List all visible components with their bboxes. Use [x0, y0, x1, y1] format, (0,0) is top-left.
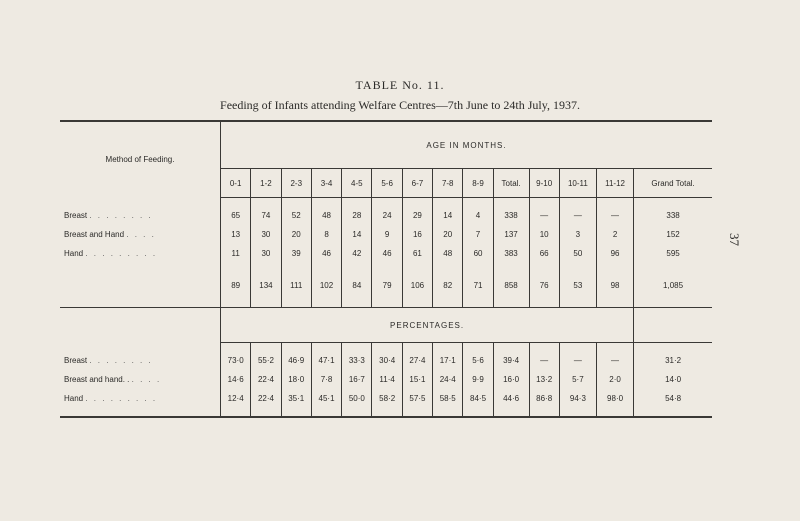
table-cell: 30 — [251, 244, 281, 263]
table-cell: 7 — [463, 225, 493, 244]
leader-dots: . . . . . . . . . — [85, 394, 158, 403]
table-cell: 7·8 — [311, 370, 341, 389]
row-label — [60, 206, 221, 225]
column-header: 1-2 — [251, 169, 281, 198]
total-cell: 111 — [281, 263, 311, 308]
table-cell: 50·0 — [342, 389, 372, 408]
table-cell: 14 — [342, 225, 372, 244]
leader-dots: . . . . . . . . . — [85, 249, 158, 258]
table-cell: 2·0 — [596, 370, 633, 389]
feeding-table — [60, 120, 712, 418]
total-cell: 102 — [311, 263, 341, 308]
column-header: 7-8 — [433, 169, 463, 198]
total-cell: 76 — [529, 263, 559, 308]
table-cell: 33·3 — [342, 351, 372, 370]
table-cell: 44·6 — [493, 389, 529, 408]
table-cell: 48 — [311, 206, 341, 225]
table-cell: 29 — [402, 206, 432, 225]
table-cell: 11 — [221, 244, 251, 263]
table-cell: 39·4 — [493, 351, 529, 370]
table-cell: — — [559, 351, 596, 370]
table-cell: 595 — [666, 249, 680, 258]
column-header: 9-10 — [529, 169, 559, 198]
table-cell: 24 — [372, 206, 402, 225]
table-cell: 17·1 — [433, 351, 463, 370]
row-label-text: Breast and Hand — [64, 230, 125, 239]
column-header: 0-1 — [221, 169, 251, 198]
row-label-text: Hand — [64, 394, 84, 403]
table-cell: 30 — [251, 225, 281, 244]
table-cell: 98·0 — [596, 389, 633, 408]
table-cell: 65 — [221, 206, 251, 225]
table-cell: 35·1 — [281, 389, 311, 408]
table-cell: 39 — [281, 244, 311, 263]
table-cell: 50 — [559, 244, 596, 263]
row-label — [60, 389, 221, 408]
table-cell: 86·8 — [529, 389, 559, 408]
total-cell: 84 — [342, 263, 372, 308]
table-cell: 46·9 — [281, 351, 311, 370]
table-cell: 5·7 — [559, 370, 596, 389]
table-cell: 16·7 — [342, 370, 372, 389]
total-cell: 1,085 — [634, 263, 712, 308]
table-cell: 31·2 — [665, 356, 682, 365]
table-cell: 45·1 — [311, 389, 341, 408]
table-cell: 20 — [281, 225, 311, 244]
table-cell: 5·6 — [463, 351, 493, 370]
table-cell: 30·4 — [372, 351, 402, 370]
count-row — [60, 225, 712, 244]
table-cell: — — [559, 206, 596, 225]
table-cell: 60 — [463, 244, 493, 263]
table-cell: 9·9 — [463, 370, 493, 389]
table-cell: 47·1 — [311, 351, 341, 370]
table-cell: 66 — [529, 244, 559, 263]
table-cell: 13·2 — [529, 370, 559, 389]
column-header: 6-7 — [402, 169, 432, 198]
method-header: Method of Feeding. — [60, 121, 221, 198]
table-cell: 16·0 — [493, 370, 529, 389]
table-cell: 28 — [342, 206, 372, 225]
column-header: 4-5 — [342, 169, 372, 198]
table-subtitle: Feeding of Infants attending Welfare Centres—7th June to 24th July, 1937. — [220, 98, 580, 112]
column-header: 11-12 — [596, 169, 633, 198]
table-cell: 2 — [596, 225, 633, 244]
table-cell: 61 — [402, 244, 432, 263]
count-row — [60, 244, 712, 263]
column-header: Total. — [493, 169, 529, 198]
table-cell: 14 — [433, 206, 463, 225]
row-label — [60, 370, 221, 389]
table-cell: 152 — [666, 230, 680, 239]
page-number: 37 — [727, 233, 742, 246]
total-cell: 79 — [372, 263, 402, 308]
percentages-header: PERCENTAGES. — [221, 308, 634, 343]
percentage-row — [60, 351, 712, 370]
table-cell: 14·0 — [665, 375, 682, 384]
leader-dots: . . . . — [131, 375, 162, 384]
total-cell: 53 — [559, 263, 596, 308]
table-cell: 12·4 — [221, 389, 251, 408]
table-cell: — — [596, 206, 633, 225]
table-cell: — — [596, 351, 633, 370]
table-cell: 46 — [311, 244, 341, 263]
table-cell: 94·3 — [559, 389, 596, 408]
table-cell: 46 — [372, 244, 402, 263]
table-cell: 13 — [221, 225, 251, 244]
table-cell: 338 — [493, 206, 529, 225]
table-cell: 137 — [493, 225, 529, 244]
column-header: 5-6 — [372, 169, 402, 198]
percentage-row — [60, 370, 712, 389]
row-label — [60, 244, 221, 263]
table-cell: 96 — [596, 244, 633, 263]
table-cell: 18·0 — [281, 370, 311, 389]
table-cell: 54·8 — [665, 394, 682, 403]
total-cell: 134 — [251, 263, 281, 308]
row-label-text: Breast and hand. . — [64, 375, 130, 384]
table-cell: 11·4 — [372, 370, 402, 389]
total-cell: 106 — [402, 263, 432, 308]
table-cell: 58·2 — [372, 389, 402, 408]
table-title: TABLE No. 11. — [355, 78, 445, 92]
table-cell: 55·2 — [251, 351, 281, 370]
table-cell: 8 — [311, 225, 341, 244]
table-cell: 74 — [251, 206, 281, 225]
table-cell: — — [529, 351, 559, 370]
table-cell: 27·4 — [402, 351, 432, 370]
table-cell: 4 — [463, 206, 493, 225]
row-label-text: Hand — [64, 249, 84, 258]
table-cell: 42 — [342, 244, 372, 263]
total-cell: 98 — [596, 263, 633, 308]
table-cell: 338 — [666, 211, 680, 220]
table-cell: — — [529, 206, 559, 225]
table-cell: 3 — [559, 225, 596, 244]
row-label — [60, 225, 221, 244]
total-cell: 89 — [221, 263, 251, 308]
table-cell: 22·4 — [251, 370, 281, 389]
table-cell: 22·4 — [251, 389, 281, 408]
table-cell: 84·5 — [463, 389, 493, 408]
table-cell: 57·5 — [402, 389, 432, 408]
column-header: 2-3 — [281, 169, 311, 198]
column-header: 8-9 — [463, 169, 493, 198]
leader-dots: . . . . . . . . — [89, 211, 153, 220]
table-cell: 58·5 — [433, 389, 463, 408]
table-cell: 15·1 — [402, 370, 432, 389]
table-cell: 10 — [529, 225, 559, 244]
row-label-text: Breast — [64, 211, 88, 220]
table-cell: 48 — [433, 244, 463, 263]
percentage-row — [60, 389, 712, 408]
total-cell: 858 — [493, 263, 529, 308]
table-cell: 52 — [281, 206, 311, 225]
total-cell: 71 — [463, 263, 493, 308]
table-cell: 9 — [372, 225, 402, 244]
row-label-text: Breast — [64, 356, 88, 365]
leader-dots: . . . . — [126, 230, 156, 239]
leader-dots: . . . . . . . . — [89, 356, 153, 365]
totals-row — [60, 263, 712, 308]
table-cell: 16 — [402, 225, 432, 244]
age-header: AGE IN MONTHS. — [221, 121, 713, 169]
table-cell: 24·4 — [433, 370, 463, 389]
row-label — [60, 351, 221, 370]
column-header: 3-4 — [311, 169, 341, 198]
table-cell: 383 — [493, 244, 529, 263]
column-header: Grand Total. — [634, 169, 712, 198]
table-cell: 20 — [433, 225, 463, 244]
total-cell: 82 — [433, 263, 463, 308]
table-body — [60, 198, 712, 418]
table-cell: 73·0 — [221, 351, 251, 370]
count-row — [60, 206, 712, 225]
totals-label-empty — [60, 263, 221, 308]
table-cell: 14·6 — [221, 370, 251, 389]
column-header: 10-11 — [559, 169, 596, 198]
